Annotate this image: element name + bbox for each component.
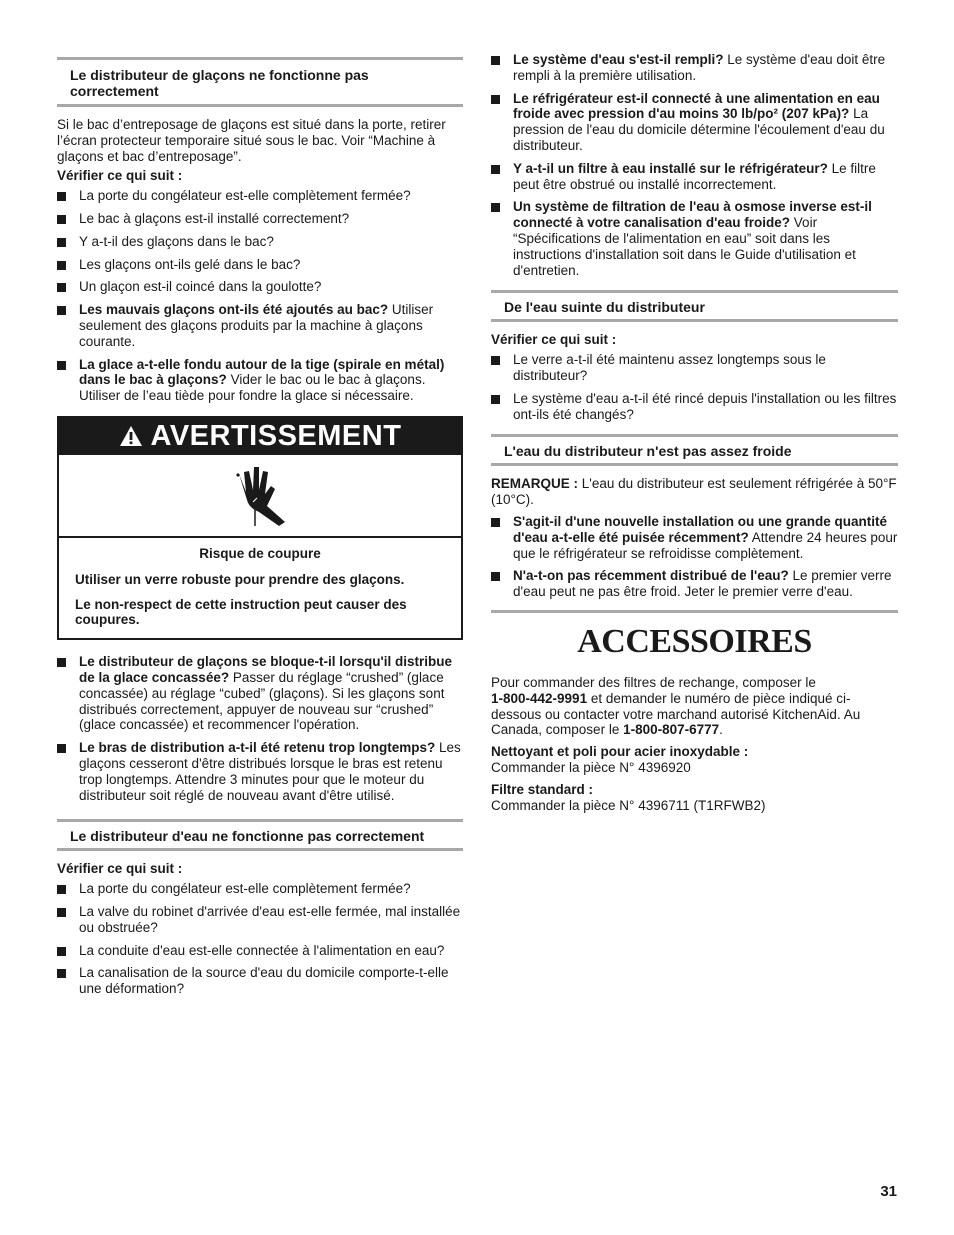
checklist-leak <box>491 352 898 422</box>
check-label: Vérifier ce qui suit : <box>57 861 183 877</box>
list-item-answer: Vider le bac ou le bac à glaçons. Utiliser de l’eau tiède pour fondre la glace si nécessaire. <box>79 372 426 404</box>
list-item-answer: Utiliser seulement des glaçons produits par la machine à glaçons courante. <box>79 302 434 349</box>
warning-title: AVERTISSEMENT <box>150 419 402 452</box>
list-item <box>491 52 898 84</box>
list-item <box>491 568 898 600</box>
list-item: Un glaçon est-il coincé dans la goulotte? <box>57 279 463 295</box>
warning-body <box>59 538 461 638</box>
list-item: Le verre a-t-il été maintenu assez longtemps sous le distributeur? <box>491 352 898 384</box>
list-item-question: S'agit-il d'une nouvelle installation ou une grande quantité d'eau a-t-elle été puisée récemment? <box>513 513 887 545</box>
list-item-answer: Le filtre peut être obstrué ou installé incorrectement. <box>513 160 876 192</box>
list-item: La conduite d'eau est-elle connectée à l'alimentation en eau? <box>57 943 463 959</box>
phone-us: 1-800-442-9991 <box>491 690 588 706</box>
accessories-title: ACCESSOIRES <box>491 610 898 661</box>
list-item-question: Les mauvais glaçons ont-ils été ajoutés au bac? <box>79 302 389 318</box>
accessory-label: Filtre standard : <box>491 781 594 797</box>
list-item-answer: Le système d'eau doit être rempli à la première utilisation. <box>513 52 886 83</box>
list-item-answer: Voir “Spécifications de l'alimentation en eau” soit dans les instructions d'installation soit dans le Guide d'utilisation et d'entretien. <box>513 215 856 278</box>
list-item-question: Le réfrigérateur est-il connecté à une alimentation en eau froide avec pression d'au moins 30 lb/po² (207 kPa)? <box>513 90 880 122</box>
list-item: La porte du congélateur est-elle complètement fermée? <box>57 188 463 204</box>
list-item-question: Le bras de distribution a-t-il été retenu trop longtemps? <box>79 740 436 756</box>
list-item: Les glaçons ont-ils gelé dans le bac? <box>57 257 463 273</box>
list-item-answer: Le premier verre d'eau peut ne pas être froid. Jeter le premier verre d'eau. <box>513 568 892 600</box>
cut-hand-icon <box>225 462 295 528</box>
checklist-temp <box>491 514 898 600</box>
list-item: La valve du robinet d'arrivée d'eau est-elle fermée, mal installée ou obstruée? <box>57 904 463 936</box>
list-item-question: Le système d'eau s'est-il rempli? <box>513 52 724 67</box>
phone-canada: 1-800-807-6777 <box>623 722 720 738</box>
list-item: Le bac à glaçons est-il installé correctement? <box>57 211 463 227</box>
warning-box <box>57 416 463 640</box>
list-item <box>491 91 898 154</box>
accessory-part-number: Commander la pièce N° 4396920 <box>491 759 691 775</box>
checklist-ice-continued <box>57 654 463 803</box>
section-heading-water-dispenser: Le distributeur d'eau ne fonctionne pas correctement <box>57 819 463 851</box>
checklist-water <box>57 881 463 997</box>
section-heading-water-leak: De l'eau suinte du distributeur <box>491 290 898 322</box>
warning-consequence: Le non-respect de cette instruction peut causer des coupures. <box>75 596 407 628</box>
accessories-intro-start: Pour commander des filtres de rechange, composer le <box>491 674 816 690</box>
list-item-answer: Attendre 24 heures pour que le réfrigérateur se refroidisse complètement. <box>513 529 898 561</box>
list-item <box>491 161 898 193</box>
warning-instruction: Utiliser un verre robuste pour prendre des glaçons. <box>75 571 405 587</box>
checklist-ice <box>57 188 463 404</box>
list-item <box>57 654 463 733</box>
accessory-label: Nettoyant et poli pour acier inoxydable : <box>491 744 749 760</box>
list-item <box>57 740 463 803</box>
checklist-water-continued <box>491 52 898 278</box>
check-label: Vérifier ce qui suit : <box>491 332 617 348</box>
remark-text: L'eau du distributeur est seulement réfrigérée à 50°F (10°C). <box>491 476 897 508</box>
accessories-intro-middle: et demander le numéro de pièce indiqué ci-dessous ou contacter votre marchand autorisé KitchenAid. Au Canada, composer le <box>491 690 861 738</box>
list-item: La porte du congélateur est-elle complètement fermée? <box>57 881 463 897</box>
warning-risk: Risque de coupure <box>199 545 321 561</box>
warning-triangle-icon <box>119 425 143 447</box>
list-item <box>491 199 898 278</box>
section-heading-ice-dispenser: Le distributeur de glaçons ne fonctionne pas correctement <box>57 57 463 107</box>
remark-label: REMARQUE : <box>491 476 578 492</box>
list-item-answer: La pression de l'eau du domicile détermine l'écoulement d'eau du distributeur. <box>513 106 885 153</box>
list-item-answer: Les glaçons cesseront d'être distribués lorsque le bras est retenu trop longtemps. Attendre 3 minutes pour que le moteur du distributeur soit réglé de nouveau avant d'être utilisé. <box>79 740 461 803</box>
list-item-question: La glace a-t-elle fondu autour de la tige (spirale en métal) dans le bac à glaçons? <box>79 356 445 388</box>
list-item-answer: Passer du réglage “crushed” (glace concassée) au réglage “cubed” (glaçons). Si les glaçons sont distribués correctement, appuyer de nouveau sur “crushed” (glace concassée) et recommencer l'opération. <box>79 669 445 733</box>
accessory-part-number: Commander la pièce N° 4396711 (T1RFWB2) <box>491 797 766 813</box>
list-item-question: N'a-t-on pas récemment distribué de l'eau? <box>513 568 789 584</box>
accessory-item <box>491 744 898 776</box>
list-item: Y a-t-il des glaçons dans le bac? <box>57 234 463 250</box>
remark-paragraph <box>491 476 898 508</box>
warning-illustration <box>59 455 461 538</box>
list-item <box>57 302 463 349</box>
list-item <box>57 357 463 404</box>
list-item-question: Le distributeur de glaçons se bloque-t-il lorsqu'il distribue de la glace concassée? <box>79 654 452 685</box>
accessories-intro <box>491 675 898 738</box>
list-item-question: Y a-t-il un filtre à eau installé sur le réfrigérateur? <box>513 160 828 176</box>
list-item <box>491 514 898 561</box>
intro-paragraph: Si le bac d’entreposage de glaçons est situé dans la porte, retirer l’écran protecteur temporaire situé sous le bac. Voir “Machine à glaçons et bac d’entreposage”. <box>57 117 446 164</box>
list-item: La canalisation de la source d'eau du domicile comporte-t-elle une déformation? <box>57 965 463 997</box>
list-item-question: Un système de filtration de l'eau à osmose inverse est-il connecté à votre canalisation d'eau froide? <box>513 199 872 231</box>
page-number: 31 <box>880 1183 897 1200</box>
accessory-item <box>491 782 898 814</box>
warning-title-bar <box>59 418 461 455</box>
left-column <box>57 57 463 1004</box>
check-label: Vérifier ce qui suit : <box>57 168 183 184</box>
list-item: Le système d'eau a-t-il été rincé depuis l'installation ou les filtres ont-ils été changés? <box>491 391 898 423</box>
section-heading-water-temp: L'eau du distributeur n'est pas assez froide <box>491 434 898 466</box>
accessories-intro-end: . <box>719 722 723 738</box>
right-column <box>491 52 898 817</box>
